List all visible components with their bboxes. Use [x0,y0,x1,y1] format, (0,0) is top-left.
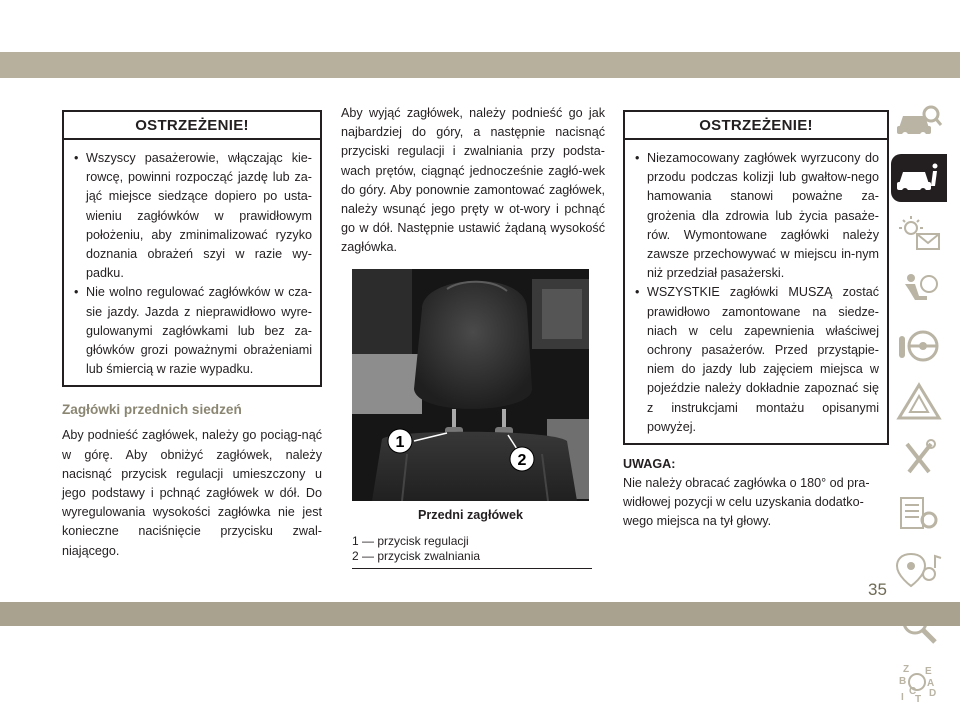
tab-car-search[interactable] [891,98,947,146]
tab-multimedia[interactable] [891,546,947,594]
car-info-icon [895,158,943,198]
paragraph: Aby podnieść zagłówek, należy go pociąg-nąć w górę. Aby obniżyć zagłówek, należy nacisnąć przycisk regulacji umieszczony u jego podstawy i pchnąć zagłówek w dół. Do wyregulowania wysokości zagłówka nie jest konieczne naciśnięcie przycisku zwal-niającego. [62,428,322,558]
index-letter: B [899,676,907,687]
bottom-band [0,602,960,626]
top-band [0,52,960,78]
legend-item: 2 — przycisk zwalniania [352,548,481,563]
tab-airbag[interactable] [891,266,947,314]
index-letter: T [915,694,922,702]
warning-item: • Niezamocowany zagłówek wyrzucony do przodu podczas kolizji lub gwałtow-nego hamowania stanowi poważne za-grożenia dla zdrowia lub życia pasaże-rów. Wymontowane zagłówki należy zawsze przechowywać w miejscu in-nym niż przedział pasażerski. [635,149,879,283]
index-letter: I [901,692,904,702]
warning-lights-icon [895,214,943,254]
tab-tools[interactable] [891,434,947,482]
column-right [623,110,889,532]
warning-item: • WSZYSTKIE zagłówki MUSZĄ zostać prawidłowo zamontowane na siedze-niach w celu zapewnienia właściwej ochrony pasażerów. Przed przystąpie-niem do jazdy lub zajęciem miejsca w pojeździe należy dokładnie zapoznać się z instrukcjami montażu opisanymi powyżej. [635,283,879,437]
specifications-icon [895,494,943,534]
warning-box-1 [62,110,322,387]
index-letter: A [927,678,935,689]
tab-car-info[interactable] [891,154,947,202]
callout-1: 1 [395,433,405,451]
tab-specifications[interactable] [891,490,947,538]
tab-warning-lights[interactable] [891,210,947,258]
index-letter: E [925,666,932,677]
warning-item: • Nie wolno regulować zagłówków w cza-sie jazdy. Jazda z nieprawidłowo wyre-gulowanymi zagłówkami lub bez za-główków grozi poważnymi obrażeniami lub śmiercią w razie wypadku. [74,283,312,379]
index-icon [895,662,943,702]
note-body: Nie należy obracać zagłówka o 180° od pra-widłowej pozycji w celu uzyskania dodatko-wego miejsca na tył głowy. [623,476,870,529]
tab-index[interactable] [891,658,947,706]
column-middle [341,104,605,569]
headrest-figure [352,269,589,501]
figure-caption: Przedni zagłówek [418,507,523,522]
figure-legend [352,534,592,569]
headrest-illustration [352,269,589,501]
warning-title: OSTRZEŻENIE! [64,112,320,140]
multimedia-icon [895,550,943,590]
page-number: 35 [868,580,887,599]
note-heading: UWAGA: [623,457,676,472]
column-left [62,110,322,561]
warning-item: • Wszyscy pasażerowie, włączając kie-rowcę, powinni rozpocząć jazdę lub za-jąć miejsce siedzące dopiero po usta-wieniu zagłówków w prawidłowym położeniu, aby zminimalizować ryzyko doznania obrażeń szyi w razie wy-padku. [74,149,312,283]
hazard-triangle-icon [895,382,943,422]
section-heading: Zagłówki przednich siedzeń [62,402,242,418]
tab-steering[interactable] [891,322,947,370]
legend-item: 1 — przycisk regulacji [352,533,469,548]
steering-wheel-icon [895,326,943,366]
warning-list [625,140,887,443]
paragraph: Aby wyjąć zagłówek, należy podnieść go jak najbardziej do góry, a następnie nacisnąć przyciski regulacji i zwalniania przy podsta-wach prętów, ciągnąć jednocześnie zagłó-wek do góry. Aby ponownie zamontować zagłówek, należy wsunąć jego pręty w ot-wory i pchnąć go w dół. Następnie ustawić żądaną wysokość zagłówka. [341,106,605,255]
car-search-icon [895,102,943,142]
warning-box-2 [623,110,889,445]
tools-icon [895,438,943,478]
index-letter: Z [903,664,910,675]
warning-list [64,140,320,385]
tab-hazard[interactable] [891,378,947,426]
callout-2: 2 [517,451,527,469]
airbag-icon [895,270,943,310]
warning-title: OSTRZEŻENIE! [625,112,887,140]
index-letter: D [929,688,937,699]
index-letter: C [909,686,917,697]
